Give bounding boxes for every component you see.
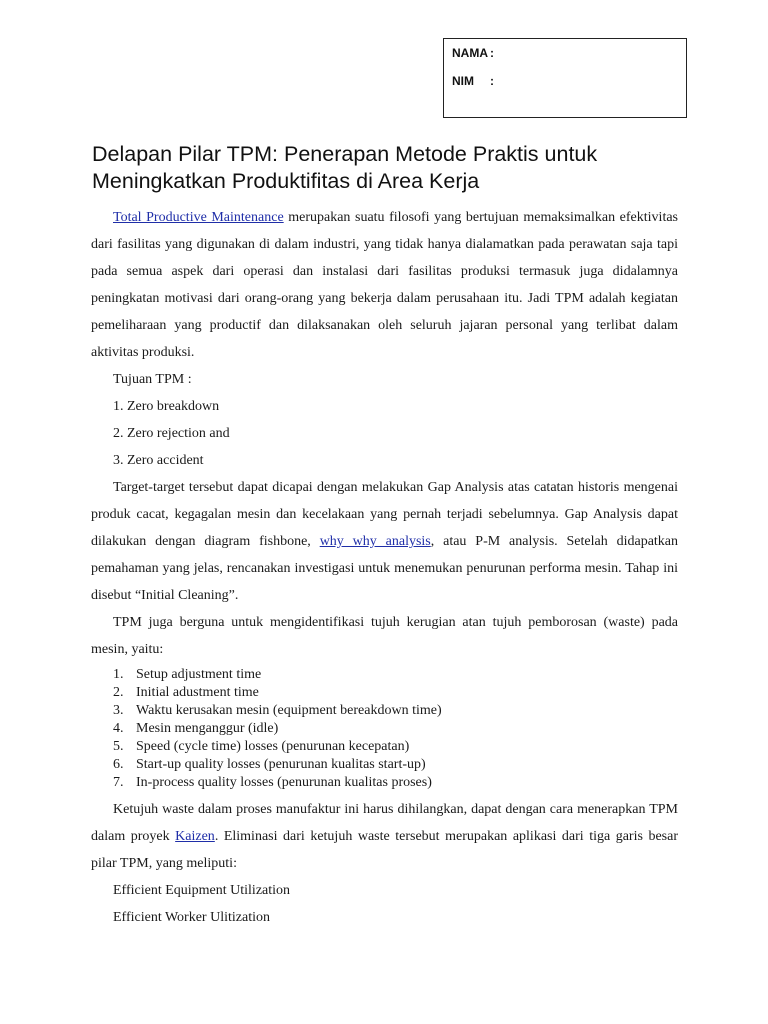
gap-text-before: Target-target tersebut dapat dicapai dengan melakukan Gap Analysis atas catatan historis mengenai produk cacat, kegagalan mesin dan kecelakaan yang pernah terjadi sebelumnya. Gap Analysis dapat dilakukan dengan diagram fishbone,: [91, 480, 678, 549]
list-item-text: In-process quality losses (penurunan kualitas proses): [136, 775, 432, 790]
list-item-number: 3.: [113, 703, 124, 718]
document-body: [91, 204, 678, 931]
list-item-number: 7.: [113, 775, 124, 790]
list-item-text: Start-up quality losses (penurunan kualitas start-up): [136, 757, 426, 772]
losses-list: [91, 666, 678, 792]
nim-separator: :: [490, 74, 494, 88]
list-item-text: Waktu kerusakan mesin (equipment bereakdown time): [136, 703, 442, 718]
tujuan-item: 2. Zero rejection and: [113, 426, 230, 441]
list-item: [113, 738, 678, 756]
tujuan-item: 1. Zero breakdown: [113, 399, 220, 414]
title-line-2: Meningkatkan Produktifitas di Area Kerja: [92, 169, 480, 193]
kaizen-text-after: . Eliminasi dari ketujuh waste tersebut merupakan aplikasi dari tiga garis besar pilar TPM, yang meliputi:: [91, 829, 678, 871]
list-item: [113, 756, 678, 774]
student-id-box: [443, 38, 687, 118]
list-item-number: 2.: [113, 685, 124, 700]
list-item: [113, 702, 678, 720]
tpm-link[interactable]: Total Productive Maintenance: [113, 210, 284, 225]
list-item-number: 6.: [113, 757, 124, 772]
list-item-number: 5.: [113, 739, 124, 754]
intro-paragraph: [91, 204, 678, 366]
name-row: [452, 46, 494, 60]
list-item: [113, 666, 678, 684]
tujuan-item: 3. Zero accident: [113, 453, 204, 468]
list-item: [113, 774, 678, 792]
kaizen-text-before: Ketujuh waste dalam proses manufaktur ini harus dihilangkan, dapat dengan cara menerapkan TPM dalam proyek: [91, 802, 678, 844]
title-line-1: Delapan Pilar TPM: Penerapan Metode Praktis untuk: [92, 142, 598, 166]
tujuan-heading: Tujuan TPM :: [113, 372, 192, 387]
nim-label: NIM: [452, 74, 474, 88]
list-item-number: 1.: [113, 667, 124, 682]
list-item: [113, 720, 678, 738]
gap-text-after: , atau P-M analysis. Setelah didapatkan pemahaman yang jelas, rencanakan investigasi untuk menemukan penurunan performa mesin. Tahap ini disebut “Initial Cleaning”.: [91, 534, 679, 603]
list-item-text: Initial adustment time: [136, 685, 259, 700]
nim-row: [452, 74, 494, 88]
gap-analysis-paragraph: [91, 474, 678, 609]
name-label: NAMA: [452, 46, 488, 60]
list-item-text: Mesin menganggur (idle): [136, 721, 279, 736]
list-item-text: Speed (cycle time) losses (penurunan kecepatan): [136, 739, 410, 754]
document-title: [92, 141, 692, 195]
kaizen-link[interactable]: Kaizen: [175, 829, 215, 844]
list-item-text: Setup adjustment time: [136, 667, 262, 682]
list-item: [113, 684, 678, 702]
why-why-analysis-link[interactable]: why why analysis: [319, 534, 431, 549]
name-separator: :: [490, 46, 494, 60]
kaizen-paragraph: [91, 796, 678, 877]
intro-text: merupakan suatu filosofi yang bertujuan memaksimalkan efektivitas dari fasilitas yang digunakan di dalam industri, yang tidak hanya dialamatkan pada perawatan saja tapi pada semua aspek dari operasi dan instalasi dari fasilitas produksi termasuk juga didalamnya peningkatan motivasi dari orang-orang yang bekerja dalam perusahaan itu. Jadi TPM adalah kegiatan pemeliharaan yang productif dan dilaksanakan oleh seluruh jajaran personal yang terlibat dalam aktivitas produksi.: [91, 210, 678, 360]
waste-intro-paragraph: TPM juga berguna untuk mengidentifikasi tujuh kerugian atan tujuh pemborosan (waste) pada mesin, yaitu:: [91, 615, 678, 657]
pillar-item: Efficient Worker Ulitization: [113, 910, 270, 925]
list-item-number: 4.: [113, 721, 124, 736]
pillar-item: Efficient Equipment Utilization: [113, 883, 291, 898]
